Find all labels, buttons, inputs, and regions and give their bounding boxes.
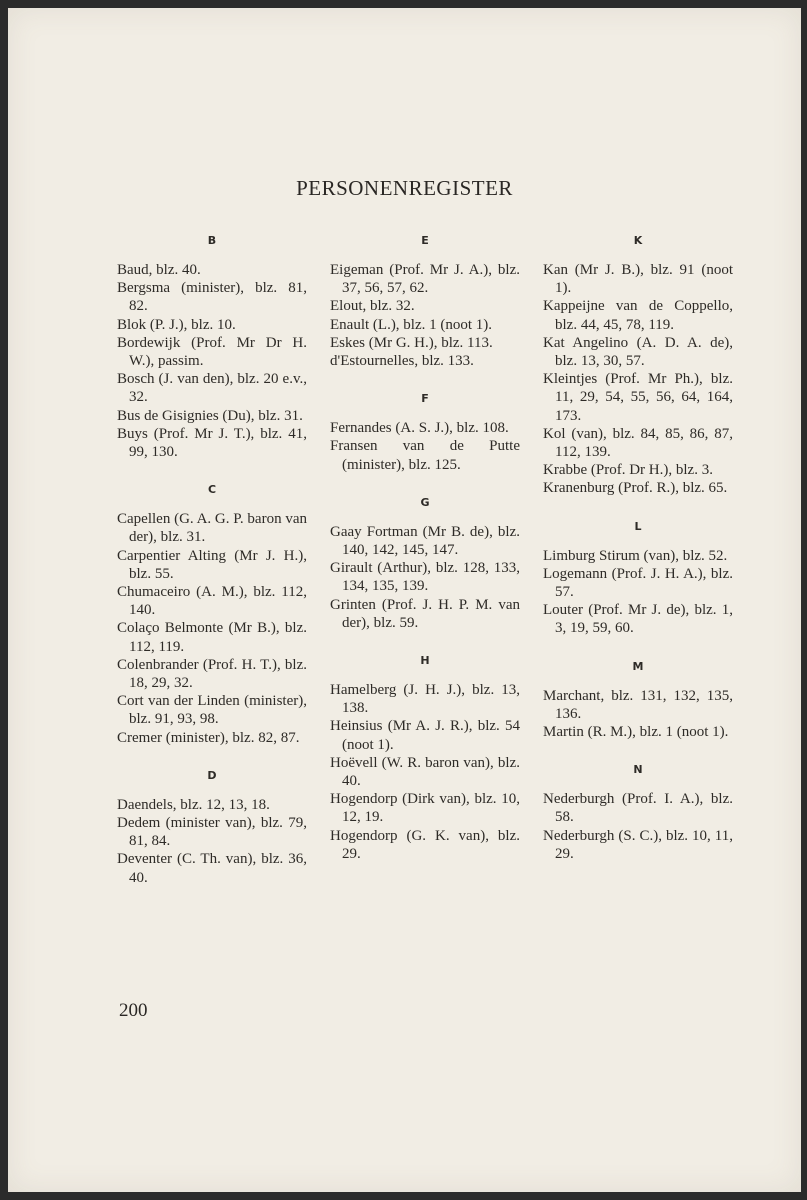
index-entry: Grinten (Prof. J. H. P. M. van der), blz. 59.: [330, 596, 520, 631]
index-entry: Kol (van), blz. 84, 85, 86, 87, 112, 139.: [543, 425, 733, 461]
index-entry: Buys (Prof. Mr J. T.), blz. 41, 99, 130.: [117, 425, 307, 461]
index-section-l: [543, 520, 733, 638]
section-letter: L: [634, 519, 642, 533]
index-section-c: [117, 483, 307, 747]
index-entry: Colaço Belmonte (Mr B.), blz. 112, 119.: [117, 620, 307, 655]
index-section-k: [543, 234, 733, 498]
index-entry: Kranenburg (Prof. R.), blz. 65.: [543, 480, 728, 497]
index-entry: Fernandes (A. S. J.), blz. 108.: [330, 420, 509, 437]
index-column-2: [330, 232, 520, 885]
index-section-m: [543, 660, 733, 742]
index-section-g: [330, 496, 520, 632]
register-page: [8, 8, 801, 1192]
section-letter: B: [207, 234, 217, 247]
index-entry: Carpentier Alting (Mr J. H.), blz. 55.: [117, 547, 307, 582]
index-entry: Bus de Gisignies (Du), blz. 31.: [117, 407, 303, 424]
section-letter: H: [420, 654, 430, 668]
index-entry: Bordewijk (Prof. Mr Dr H. W.), passim.: [117, 334, 307, 370]
index-entry: Deventer (C. Th. van), blz. 36, 40.: [117, 851, 307, 886]
index-entry: Kan (Mr J. B.), blz. 91 (noot 1).: [543, 262, 733, 297]
index-section-e: [330, 234, 520, 370]
index-entry: Hogendorp (Dirk van), blz. 10, 12, 19.: [330, 791, 520, 826]
section-letter: D: [207, 768, 217, 782]
section-letter: F: [421, 392, 429, 406]
section-letter: M: [632, 659, 644, 673]
index-entry: Bergsma (minister), blz. 81, 82.: [117, 280, 307, 315]
index-entry: Capellen (G. A. G. P. baron van der), blz. 31.: [117, 511, 307, 546]
index-entry: Colenbrander (Prof. H. T.), blz. 18, 29, 32.: [117, 656, 307, 692]
index-entry: Fransen van de Putte (minister), blz. 125.: [330, 438, 520, 473]
index-entry: Bosch (J. van den), blz. 20 e.v., 32.: [117, 371, 307, 406]
index-entry: Heinsius (Mr A. J. R.), blz. 54 (noot 1).: [330, 718, 520, 753]
index-section-f: [330, 392, 520, 474]
index-entry: Eskes (Mr G. H.), blz. 113.: [330, 334, 493, 351]
index-entry: Marchant, blz. 131, 132, 135, 136.: [543, 687, 733, 722]
index-entry: Kleintjes (Prof. Mr Ph.), blz. 11, 29, 54, 55, 56, 64, 164, 173.: [543, 371, 733, 424]
index-entry: Kat Angelino (A. D. A. de), blz. 13, 30, 57.: [543, 334, 733, 370]
index-entry: Louter (Prof. Mr J. de), blz. 1, 3, 19, 59, 60.: [543, 602, 733, 637]
index-entry: Hoëvell (W. R. baron van), blz. 40.: [330, 754, 520, 790]
index-section-d: [117, 769, 307, 887]
index-entry: Enault (L.), blz. 1 (noot 1).: [330, 316, 493, 333]
index-section-n: [543, 763, 733, 863]
index-entry: Gaay Fortman (Mr B. de), blz. 140, 142, 145, 147.: [330, 523, 520, 559]
index-entry: Blok (P. J.), blz. 10.: [117, 316, 236, 333]
index-entry: Daendels, blz. 12, 13, 18.: [117, 796, 270, 813]
index-column-3: [543, 232, 733, 885]
index-entry: Cort van der Linden (minister), blz. 91, 93, 98.: [117, 693, 307, 728]
index-entry: Hamelberg (J. H. J.), blz. 13, 138.: [330, 682, 520, 717]
section-letter: C: [207, 483, 217, 497]
index-entry: Martin (R. M.), blz. 1 (noot 1).: [543, 724, 729, 741]
index-entry: Girault (Arthur), blz. 128, 133, 134, 135, 139.: [330, 560, 520, 595]
index-entry: Baud, blz. 40.: [117, 262, 201, 278]
index-entry: Nederburgh (S. C.), blz. 10, 11, 29.: [543, 827, 733, 862]
index-section-h: [330, 654, 520, 863]
index-entry: Hogendorp (G. K. van), blz. 29.: [330, 827, 520, 862]
page-title: PERSONENREGISTER: [296, 176, 513, 200]
section-letter: G: [420, 495, 430, 509]
index-entry: Krabbe (Prof. Dr H.), blz. 3.: [543, 462, 713, 479]
index-entry: Dedem (minister van), blz. 79, 81, 84.: [117, 815, 307, 850]
index-entry: Elout, blz. 32.: [330, 298, 415, 315]
index-entry: Chumaceiro (A. M.), blz. 112, 140.: [117, 584, 307, 619]
index-entry: Limburg Stirum (van), blz. 52.: [543, 547, 728, 564]
index-entry: Kappeijne van de Coppello, blz. 44, 45, 78, 119.: [543, 298, 733, 333]
section-letter: K: [633, 234, 643, 247]
index-entry: Logemann (Prof. J. H. A.), blz. 57.: [543, 565, 733, 601]
index-entry: Eigeman (Prof. Mr J. A.), blz. 37, 56, 57, 62.: [330, 262, 520, 297]
index-entry: Cremer (minister), blz. 82, 87.: [117, 729, 300, 746]
section-letter: N: [633, 763, 643, 777]
index-section-b: [117, 234, 307, 461]
section-letter: E: [421, 234, 429, 247]
page-number: 200: [119, 1000, 148, 1021]
index-entry: Nederburgh (Prof. I. A.), blz. 58.: [543, 791, 733, 826]
index-column-1: [117, 232, 307, 909]
index-entry: d'Estournelles, blz. 133.: [330, 353, 474, 370]
